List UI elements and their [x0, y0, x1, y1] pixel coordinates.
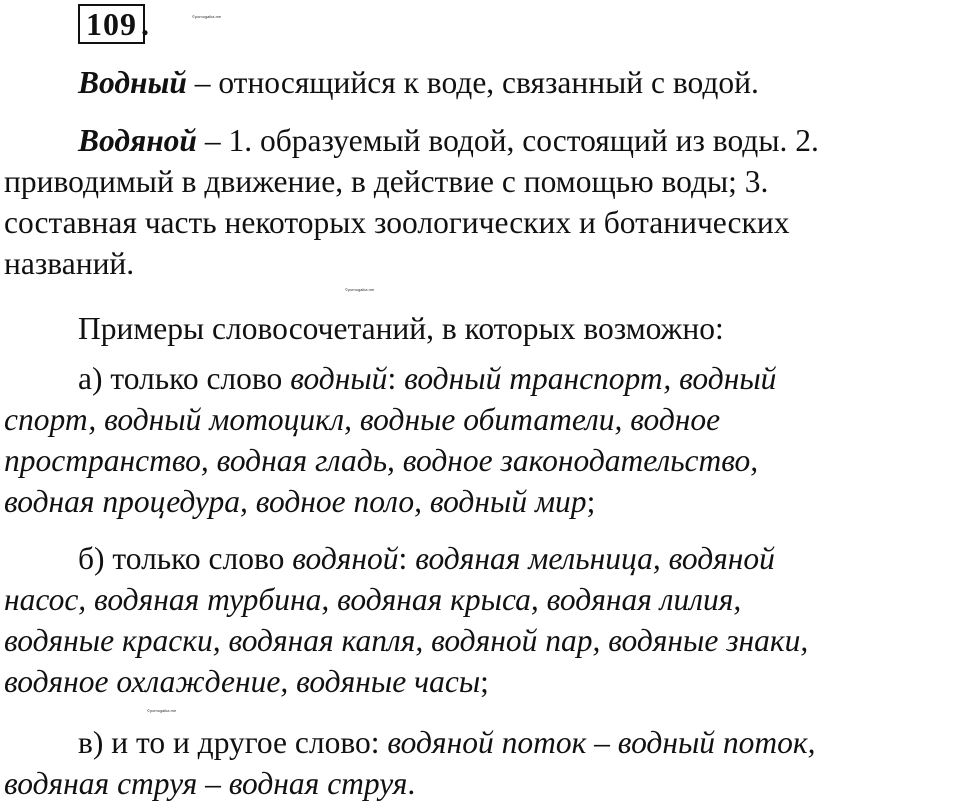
definition-vodny-text: – относящийся к воде, связанный с водой. — [186, 65, 759, 100]
examples-intro-text: Примеры словосочетаний, в которых возможно: — [78, 311, 724, 346]
watermark: ©pomogalka.me — [345, 287, 375, 292]
examples-vodyanoy-line3: водяные краски, водяная капля, водяной пар, водяные знаки, — [4, 623, 809, 658]
examples-vodny-line2: спорт, водный мотоцикл, водные обитатели, водное — [4, 402, 721, 437]
examples-vodyanoy-line4: водяное охлаждение, водяные часы — [4, 664, 481, 699]
examples-both-line1: водяной поток – водный поток, — [387, 725, 816, 760]
examples-both-prefix: в) и то и другое слово: — [78, 725, 388, 760]
definition-vodyanoy-line2: приводимый в движение, в действие с помощью воды; 3. — [4, 164, 769, 199]
examples-both-end: . — [407, 766, 416, 801]
task-header — [78, 4, 149, 44]
term-vodny: Водный — [78, 65, 187, 100]
examples-vodyanoy — [4, 538, 960, 702]
examples-both — [4, 722, 960, 804]
examples-vodyanoy-prefix: б) только слово — [78, 541, 293, 576]
watermark: ©pomogalka.me — [147, 708, 177, 713]
definition-vodyanoy-line1: – 1. образуемый водой, состоящий из воды. 2. — [196, 123, 819, 158]
examples-vodny-colon: : — [387, 361, 405, 396]
examples-intro — [4, 308, 960, 349]
examples-vodny-end: ; — [586, 484, 596, 519]
definition-vodyanoy-line3: составная часть некоторых зоологических и ботанических — [4, 205, 790, 240]
examples-both-line2: водяная струя – водная струя — [4, 766, 408, 801]
watermark: ©pomogalka.me — [192, 14, 222, 19]
examples-vodyanoy-end: ; — [480, 664, 489, 699]
examples-vodyanoy-colon: : — [398, 541, 416, 576]
examples-vodny-line1: водный транспорт, водный — [404, 361, 777, 396]
examples-vodny-prefix: а) только слово — [78, 361, 291, 396]
examples-vodyanoy-word: водяной — [292, 541, 399, 576]
definition-vodyanoy-line4: названий. — [4, 246, 135, 281]
examples-vodny-line4: водная процедура, водное поло, водный мир — [4, 484, 587, 519]
examples-vodyanoy-line2: насос, водяная турбина, водяная крыса, водяная лилия, — [4, 582, 742, 617]
definition-vodny — [4, 62, 960, 103]
examples-vodny-word: водный — [290, 361, 388, 396]
definition-vodyanoy — [4, 120, 960, 284]
task-number-dot: . — [141, 6, 149, 42]
term-vodyanoy: Водяной — [78, 123, 197, 158]
task-number-box: 109 — [78, 4, 145, 44]
examples-vodny-line3: пространство, водная гладь, водное законодательство, — [4, 443, 759, 478]
examples-vodny — [4, 358, 960, 522]
examples-vodyanoy-line1: водяная мельница, водяной — [415, 541, 775, 576]
